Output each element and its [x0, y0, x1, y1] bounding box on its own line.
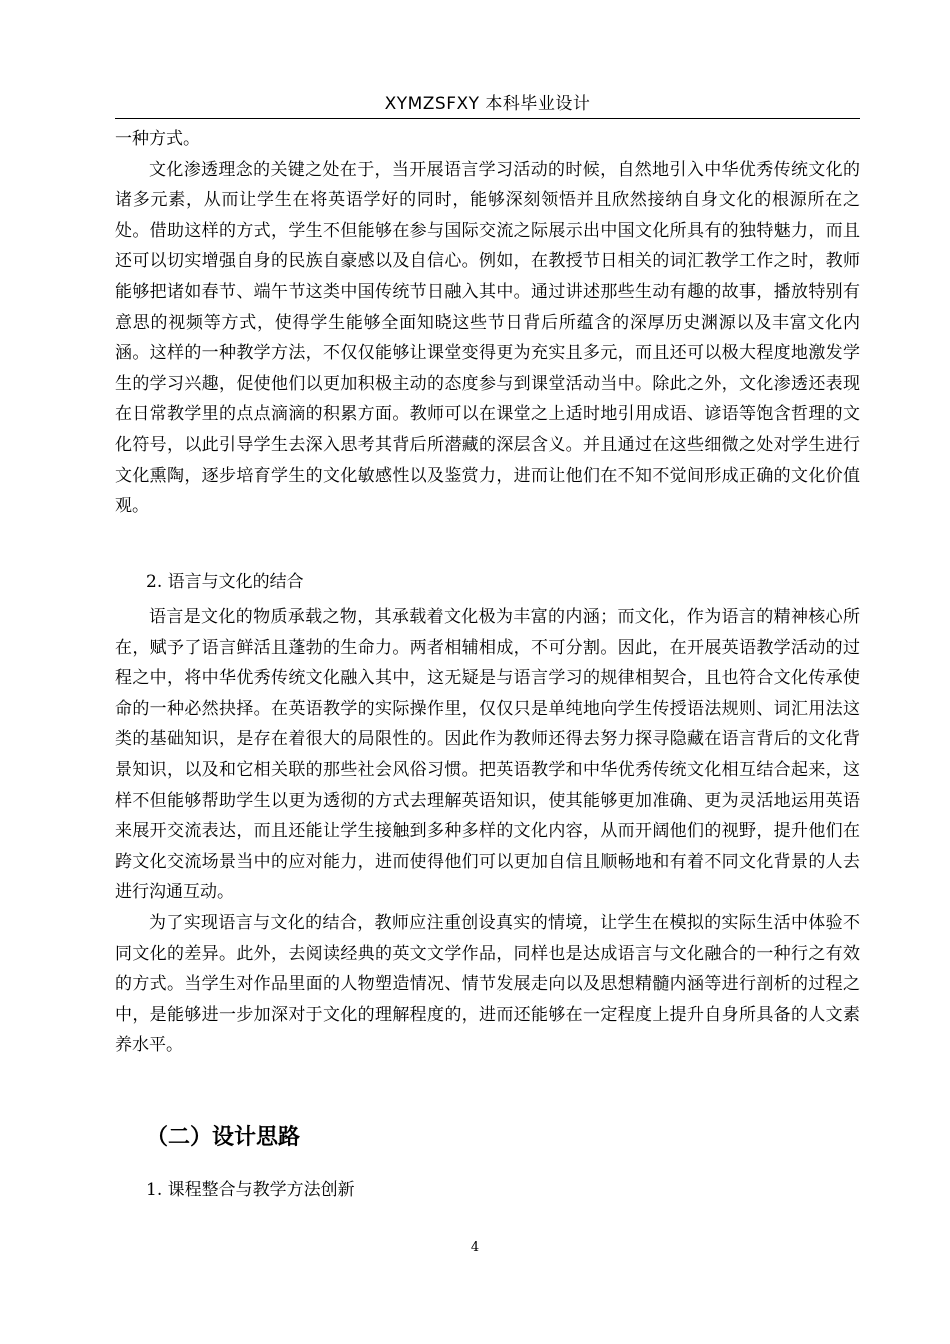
page-number: 4	[470, 1240, 480, 1255]
paragraph-realize-combination: 为了实现语言与文化的结合，教师应注重创设真实的情境，让学生在模拟的实际生活中体验不同文化的差异。此外，去阅读经典的英文文学作品，同样也是达成语言与文化融合的一种行之有效的方式。当学生对作品里面的人物塑造情况、情节发展走向以及思想精髓内涵等进行剖析的过程之中，是能够进一步加深对于文化的理解程度的，进而还能够在一定程度上提升自身所具备的人文素养水平。	[115, 912, 860, 1056]
paragraph-continuation: 一种方式。	[115, 129, 200, 149]
subheading-language-culture: 2. 语言与文化的结合	[146, 572, 304, 592]
header-title: XYMZSFXY 本科毕业设计	[384, 94, 591, 114]
body-text	[115, 124, 860, 522]
body-text-2	[115, 602, 860, 1061]
subheading-course-integration: 1. 课程整合与教学方法创新	[146, 1180, 355, 1200]
section-heading-design: （二）设计思路	[146, 1125, 301, 1150]
paragraph-language-culture: 语言是文化的物质承载之物，其承载着文化极为丰富的内涵；而文化，作为语言的精神核心所在，赋予了语言鲜活且蓬勃的生命力。两者相辅相成，不可分割。因此，在开展英语教学活动的过程之中，将中华优秀传统文化融入其中，这无疑是与语言学习的规律相契合，且也符合文化传承使命的一种必然抉择。在英语教学的实际操作里，仅仅只是单纯地向学生传授语法规则、词汇用法这类的基础知识，是存在着很大的局限性的。因此作为教师还得去努力探寻隐藏在语言背后的文化背景知识，以及和它相关联的那些社会风俗习惯。把英语教学和中华优秀传统文化相互结合起来，这样不但能够帮助学生以更为透彻的方式去理解英语知识，使其能够更加准确、更为灵活地运用英语来展开交流表达，而且还能让学生接触到多种多样的文化内容，从而开阔他们的视野，提升他们在跨文化交流场景当中的应对能力，进而使得他们可以更加自信且顺畅地和有着不同文化背景的人去进行沟通互动。	[115, 607, 860, 903]
paragraph-culture-infiltration: 文化渗透理念的关键之处在于，当开展语言学习活动的时候，自然地引入中华优秀传统文化的诸多元素，从而让学生在将英语学好的同时，能够深刻领悟并且欣然接纳自身文化的根源所在之处。借助这样的方式，学生不但能够在参与国际交流之际展示出中国文化所具有的独特魅力，而且还可以切实增强自身的民族自豪感以及自信心。例如，在教授节日相关的词汇教学工作之时，教师能够把诸如春节、端午节这类中国传统节日融入其中。通过讲述那些生动有趣的故事，播放特别有意思的视频等方式，使得学生能够全面知晓这些节日背后所蕴含的深厚历史渊源以及丰富文化内涵。这样的一种教学方法，不仅仅能够让课堂变得更为充实且多元，而且还可以极大程度地激发学生的学习兴趣，促使他们以更加积极主动的态度参与到课堂活动当中。除此之外，文化渗透还表现在日常教学里的点点滴滴的积累方面。教师可以在课堂之上适时地引用成语、谚语等饱含哲理的文化符号，以此引导学生去深入思考其背后所潜藏的深层含义。并且通过在这些细微之处对学生进行文化熏陶，逐步培育学生的文化敏感性以及鉴赏力，进而让他们在不知不觉间形成正确的文化价值观。	[115, 159, 860, 517]
page-header	[115, 92, 860, 119]
